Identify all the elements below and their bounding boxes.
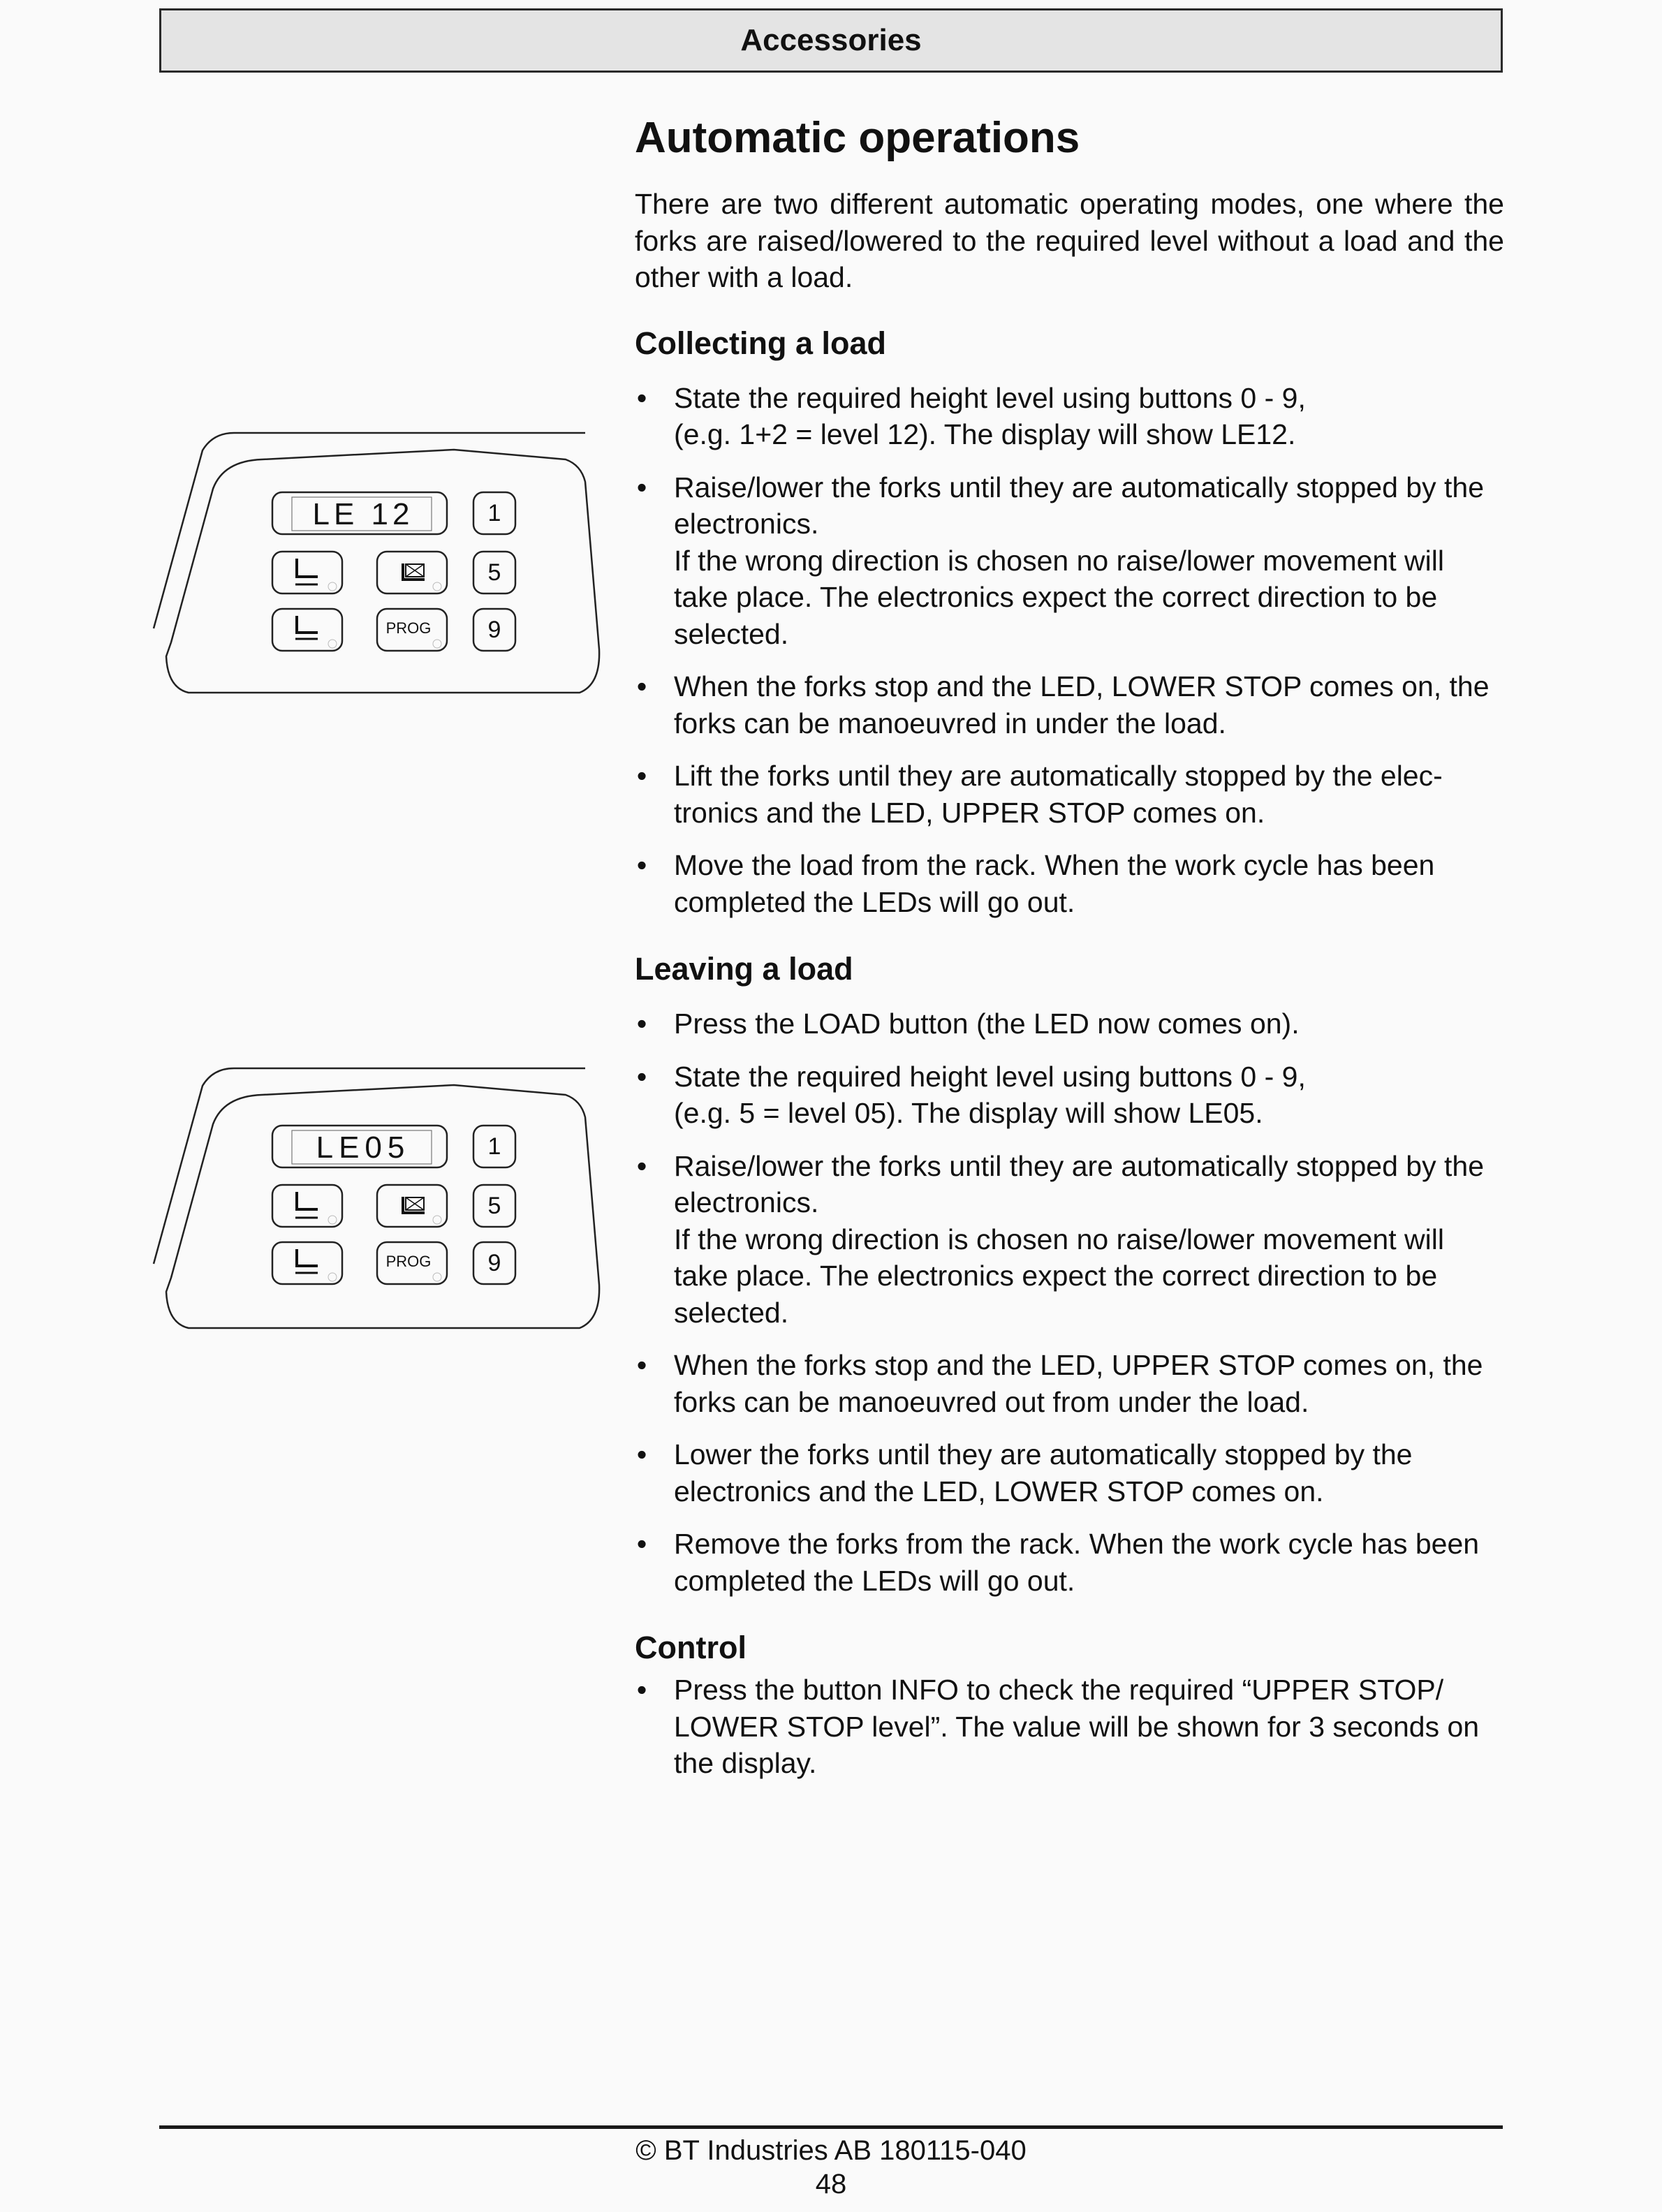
intro-paragraph: There are two different automatic operating modes, one where the forks are raised/lowered to the required level without a load and the other with a load. [635, 188, 1504, 293]
keypad-illustration [147, 1054, 622, 1341]
list-item: • Move the load from the rack. When the work cycle has been completed the LEDs will go out. [635, 847, 1504, 920]
list-item: • State the required height level using buttons 0 - 9, (e.g. 5 = level 05). The display will show LE05. [635, 1059, 1504, 1132]
upper-stop-icon [295, 559, 318, 584]
list-item: • When the forks stop and the LED, UPPER STOP comes on, the forks can be manoeuvred out from under the load. [635, 1347, 1504, 1420]
bullet-icon: • [636, 1674, 647, 1706]
bullet-icon: • [636, 471, 647, 503]
bullet-icon: • [636, 1149, 647, 1182]
bullet-icon: • [636, 849, 647, 881]
key-5: 5 [487, 559, 501, 586]
list-item: • Press the LOAD button (the LED now comes on). [635, 1005, 1504, 1042]
collecting-steps [635, 380, 1504, 921]
footer-divider [159, 2125, 1503, 2129]
key-9: 9 [487, 617, 501, 643]
bullet-icon: • [636, 1008, 647, 1040]
lower-stop-icon [295, 616, 318, 639]
key-5: 5 [487, 1193, 501, 1219]
main-content [635, 112, 1504, 1810]
bullet-icon: • [636, 1438, 647, 1470]
list-item: • When the forks stop and the LED, LOWER STOP comes on, the forks can be manoeuvred in under the load. [635, 668, 1504, 742]
section-heading-collecting: Collecting a load [635, 325, 887, 361]
list-item: • Remove the forks from the rack. When the work cycle has been completed the LEDs will go out. [635, 1526, 1504, 1599]
key-1: 1 [487, 1133, 501, 1160]
page-title: Automatic operations [635, 114, 1080, 162]
upper-stop-icon [295, 1192, 318, 1218]
page-header [159, 8, 1503, 73]
bullet-icon: • [636, 760, 647, 792]
level-display: LE05 [316, 1130, 411, 1165]
header-title: Accessories [740, 23, 922, 57]
page-number: 48 [815, 2169, 847, 2199]
list-item: • Lower the forks until they are automatically stopped by the electronics and the LED, LOWER STOP comes on. [635, 1436, 1504, 1510]
bullet-icon: • [636, 1528, 647, 1560]
list-item: • Raise/lower the forks until they are automatically stopped by the electronics. If the wrong direction is chosen no raise/lower movement will take place. The electronics expect the correct direction to be selected. [635, 1148, 1504, 1332]
key-prog: PROG [385, 619, 432, 637]
load-icon [403, 563, 425, 580]
load-icon [403, 1197, 425, 1213]
list-item: • State the required height level using buttons 0 - 9, (e.g. 1+2 = level 12). The display will show LE12. [635, 380, 1504, 453]
bullet-icon: • [636, 1060, 647, 1093]
level-display: LE 12 [312, 497, 414, 531]
key-prog: PROG [385, 1253, 432, 1270]
section-heading-leaving: Leaving a load [635, 951, 853, 987]
keypad-illustration [147, 419, 622, 705]
lower-stop-icon [295, 1249, 318, 1273]
bullet-icon: • [636, 1349, 647, 1381]
key-9: 9 [487, 1250, 501, 1276]
key-1: 1 [487, 500, 501, 526]
list-item: • Lift the forks until they are automatically stopped by the elec-tronics and the LED, UPPER STOP comes on. [635, 758, 1504, 831]
list-item: • Press the button INFO to check the required “UPPER STOP/ LOWER STOP level”. The value will be shown for 3 seconds on the display. [635, 1672, 1504, 1782]
keypad-figure-collecting [147, 419, 622, 705]
leaving-steps [635, 1005, 1504, 1599]
section-heading-control: Control [635, 1630, 747, 1665]
footer-copyright: © BT Industries AB 180115-040 [635, 2135, 1027, 2166]
list-item: • Raise/lower the forks until they are automatically stopped by the electronics. If the wrong direction is chosen no raise/lower movement will take place. The electronics expect the correct direction to be selected. [635, 469, 1504, 653]
keypad-figure-leaving [147, 1054, 622, 1341]
bullet-icon: • [636, 381, 647, 414]
control-steps [635, 1672, 1504, 1782]
bullet-icon: • [636, 670, 647, 702]
